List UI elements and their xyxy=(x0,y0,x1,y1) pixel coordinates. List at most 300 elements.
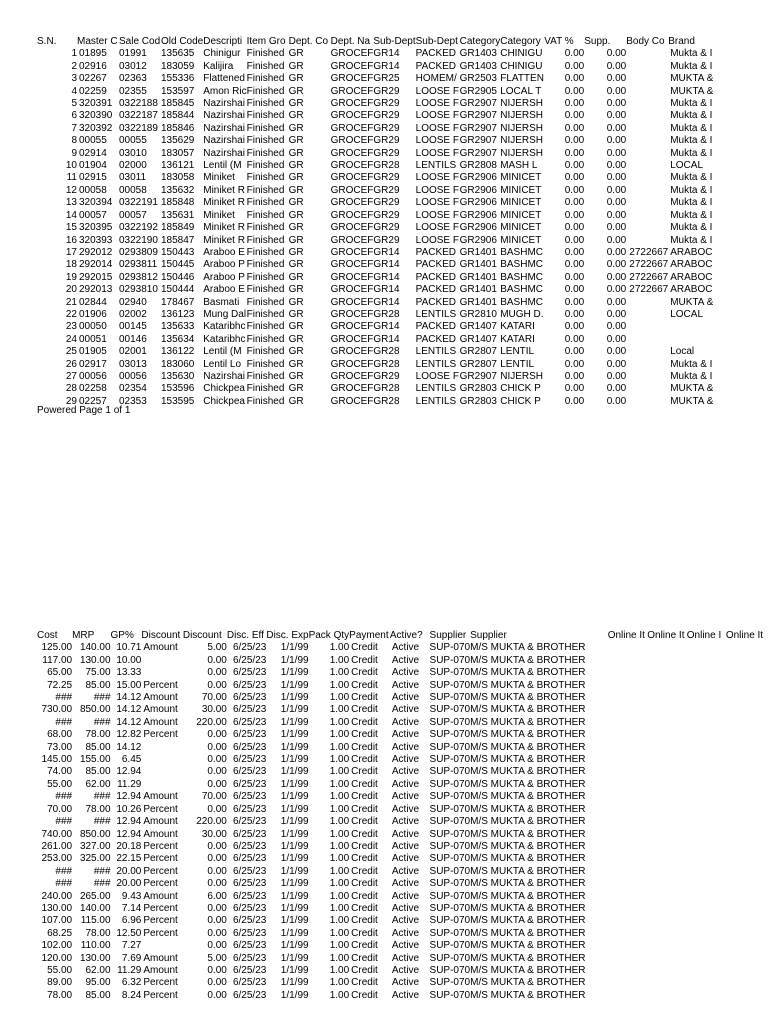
table-cell: 136123 xyxy=(161,308,195,320)
table-cell xyxy=(626,110,668,122)
table-cell: Active xyxy=(391,890,420,902)
table-cell: Active xyxy=(391,940,420,952)
table-cell: GR xyxy=(288,197,304,209)
table-cell: GROCEF xyxy=(330,308,374,320)
header-pack-qty: Pack Qty xyxy=(308,630,350,641)
table-cell: 03013 xyxy=(119,358,147,370)
table-cell: 0.00 xyxy=(606,48,627,60)
table-cell: 1/1/99 xyxy=(280,840,309,852)
table-cell: SUP-070 xyxy=(429,754,471,766)
table-cell: Nazirshai xyxy=(203,110,245,122)
header-old-code: Old Code xyxy=(161,36,204,47)
table-cell: Credit xyxy=(351,816,378,828)
table-cell: 185846 xyxy=(161,122,195,134)
table-cell: 15.00 xyxy=(116,679,142,691)
table-cell: Finished xyxy=(246,234,285,246)
table-cell: M/S MUKTA & BROTHER xyxy=(470,902,586,914)
table-cell: NIJERSH xyxy=(500,110,544,122)
table-cell: GR2906 xyxy=(459,184,497,196)
item-row xyxy=(37,371,713,383)
table-cell xyxy=(687,953,726,965)
table-cell: 1.00 xyxy=(329,816,350,828)
table-cell: 220.00 xyxy=(196,816,227,828)
table-cell: Nazirshai xyxy=(203,370,245,382)
table-cell: Percent xyxy=(143,878,178,890)
table-cell: GR29 xyxy=(373,172,400,184)
table-cell: 23 xyxy=(65,321,77,333)
table-cell: Basmati xyxy=(203,296,240,308)
table-cell: BASHMC xyxy=(500,271,544,283)
table-cell xyxy=(608,953,648,965)
table-cell: 0.00 xyxy=(564,147,585,159)
table-cell: SUP-070 xyxy=(429,964,471,976)
table-cell: SUP-070 xyxy=(429,878,471,890)
table-cell: SUP-070 xyxy=(429,989,471,1001)
table-cell: 12.94 xyxy=(116,828,142,840)
table-cell: M/S MUKTA & BROTHER xyxy=(470,667,586,679)
table-cell: 9 xyxy=(71,147,77,159)
table-cell: 0.00 xyxy=(207,803,227,815)
pricing-row xyxy=(37,791,768,803)
table-cell: 0.00 xyxy=(564,122,585,134)
table-cell xyxy=(687,704,726,716)
table-cell: 0.00 xyxy=(606,296,627,308)
table-cell: 6/25/23 xyxy=(232,667,267,679)
table-cell xyxy=(608,791,648,803)
table-cell: GR2906 xyxy=(459,197,497,209)
table-cell: Active xyxy=(391,902,420,914)
table-cell: Amon Ric xyxy=(203,85,247,97)
table-cell xyxy=(608,717,648,729)
table-cell: 0.00 xyxy=(207,989,227,1001)
table-cell: 1.00 xyxy=(329,679,350,691)
lower-table-body xyxy=(37,642,768,1002)
table-cell: 6/25/23 xyxy=(232,964,267,976)
table-cell: 01991 xyxy=(119,48,147,60)
table-cell: Mukta & I xyxy=(670,209,713,221)
table-cell: 13.33 xyxy=(116,667,142,679)
table-cell: Finished xyxy=(246,284,285,296)
table-cell: 1.00 xyxy=(329,729,350,741)
table-cell: GR29 xyxy=(373,234,400,246)
table-cell: 1.00 xyxy=(329,902,350,914)
table-cell: M/S MUKTA & BROTHER xyxy=(470,940,586,952)
header-supplier-code: Supplier xyxy=(429,630,467,641)
table-cell: 20.00 xyxy=(116,878,142,890)
table-cell xyxy=(626,371,668,383)
table-cell: GR2907 xyxy=(459,122,497,134)
table-cell: 14 xyxy=(65,209,77,221)
table-cell: 17 xyxy=(65,246,77,258)
table-cell: 02000 xyxy=(119,160,147,172)
table-cell: 6.96 xyxy=(121,915,142,927)
table-cell: 0.00 xyxy=(564,110,585,122)
table-cell: 110.00 xyxy=(80,940,111,952)
table-cell: 0.00 xyxy=(564,284,585,296)
table-cell: 327.00 xyxy=(79,840,111,852)
table-cell xyxy=(687,990,726,1002)
table-cell: SUP-070 xyxy=(429,704,471,716)
item-row xyxy=(37,284,713,296)
table-cell: Kataribhc xyxy=(203,333,246,345)
table-cell: M/S MUKTA & BROTHER xyxy=(470,754,586,766)
table-cell xyxy=(647,878,687,890)
table-cell: LENTILS xyxy=(415,346,457,358)
table-cell: Credit xyxy=(351,977,378,989)
table-cell: 13 xyxy=(65,197,77,209)
table-cell: 150443 xyxy=(161,246,195,258)
table-cell: GR xyxy=(288,135,304,147)
table-cell: M/S MUKTA & BROTHER xyxy=(470,679,586,691)
pricing-row xyxy=(37,704,768,716)
table-cell: Active xyxy=(391,964,420,976)
table-cell xyxy=(687,977,726,989)
table-cell: SUP-070 xyxy=(429,977,471,989)
item-row xyxy=(37,272,713,284)
table-cell: 1.00 xyxy=(329,989,350,1001)
table-cell: 68.25 xyxy=(47,927,73,939)
table-cell xyxy=(626,73,668,85)
table-cell: SUP-070 xyxy=(429,791,471,803)
table-cell: GROCEF xyxy=(330,346,374,358)
table-cell: M/S MUKTA & BROTHER xyxy=(470,927,586,939)
table-cell: 6/25/23 xyxy=(232,828,267,840)
table-cell: Finished xyxy=(246,122,285,134)
table-cell: GR29 xyxy=(373,370,400,382)
table-cell: 0.00 xyxy=(606,234,627,246)
header-discount-type: Discount xyxy=(141,630,181,641)
table-cell: LOOSE F xyxy=(415,370,459,382)
table-cell: 0.00 xyxy=(207,940,227,952)
table-cell: 30.00 xyxy=(201,704,227,716)
table-cell: Credit xyxy=(351,654,378,666)
table-cell: Active xyxy=(391,642,420,654)
table-cell: 6/25/23 xyxy=(232,654,267,666)
table-cell xyxy=(608,692,648,704)
table-cell: GR29 xyxy=(373,197,400,209)
table-cell: 150444 xyxy=(161,284,195,296)
table-cell: BASHMC xyxy=(500,259,544,271)
table-cell: GR xyxy=(288,308,304,320)
table-cell: GR xyxy=(288,346,304,358)
table-cell: 85.00 xyxy=(85,766,111,778)
table-cell: GROCEF xyxy=(330,333,374,345)
table-cell xyxy=(626,297,668,309)
table-cell xyxy=(647,717,687,729)
table-cell: M/S MUKTA & BROTHER xyxy=(470,654,586,666)
table-cell: 15 xyxy=(65,222,77,234)
table-cell: SUP-070 xyxy=(429,940,471,952)
table-cell: 0.00 xyxy=(207,964,227,976)
table-cell: 12 xyxy=(65,184,77,196)
table-cell: GR2907 xyxy=(459,135,497,147)
table-cell: 1.00 xyxy=(329,853,350,865)
table-cell xyxy=(687,928,726,940)
table-cell: 136122 xyxy=(161,346,195,358)
table-cell: Credit xyxy=(351,679,378,691)
table-cell: GR28 xyxy=(373,308,400,320)
upper-sheet xyxy=(0,36,768,408)
table-cell: 6/25/23 xyxy=(232,915,267,927)
table-cell: ### xyxy=(93,816,111,828)
table-cell: GR14 xyxy=(373,271,400,283)
table-cell: 153595 xyxy=(161,395,195,407)
table-cell: MINICET xyxy=(500,234,542,246)
table-cell: M/S MUKTA & BROTHER xyxy=(470,989,586,1001)
lower-sheet xyxy=(0,630,768,1002)
table-cell: 55.00 xyxy=(47,778,73,790)
table-cell xyxy=(141,655,182,667)
table-cell: 00056 xyxy=(119,370,147,382)
table-cell: Nazirshai xyxy=(203,122,245,134)
table-cell: 1/1/99 xyxy=(280,927,309,939)
table-cell: 70.00 xyxy=(201,692,227,704)
table-cell: GROCEF xyxy=(330,284,374,296)
table-cell xyxy=(626,309,668,321)
table-cell: GROCEF xyxy=(330,395,374,407)
table-cell: 3 xyxy=(71,73,77,85)
item-master-table xyxy=(37,36,713,408)
table-cell: Miniket R xyxy=(203,197,245,209)
table-cell: 0.00 xyxy=(564,98,585,110)
table-cell: 01905 xyxy=(79,346,107,358)
table-cell: 03010 xyxy=(119,147,147,159)
table-cell: MUGH D. xyxy=(500,308,544,320)
table-cell: 0.00 xyxy=(606,73,627,85)
table-cell: 27 xyxy=(65,370,77,382)
table-cell: SUP-070 xyxy=(429,654,471,666)
table-cell: Finished xyxy=(246,48,285,60)
table-cell: M/S MUKTA & BROTHER xyxy=(470,964,586,976)
table-cell: 0.00 xyxy=(564,395,585,407)
table-cell: LOOSE F xyxy=(415,234,459,246)
table-cell: GROCEF xyxy=(330,135,374,147)
table-cell xyxy=(608,642,648,654)
table-cell: 130.00 xyxy=(79,952,111,964)
table-cell: 02940 xyxy=(119,296,147,308)
table-cell: 70.00 xyxy=(201,791,227,803)
table-cell: Kalijira xyxy=(203,60,234,72)
table-cell xyxy=(687,853,726,865)
table-cell: 0.00 xyxy=(564,370,585,382)
table-cell: 1/1/99 xyxy=(280,989,309,1001)
table-cell xyxy=(626,383,668,395)
table-cell: M/S MUKTA & BROTHER xyxy=(470,890,586,902)
table-cell: 0322188 xyxy=(119,98,158,110)
table-cell: 153597 xyxy=(161,85,195,97)
table-cell: LENTILS xyxy=(415,395,457,407)
table-cell: Active xyxy=(391,791,420,803)
table-cell xyxy=(687,667,726,679)
table-cell: 6.00 xyxy=(207,890,227,902)
table-cell: 1/1/99 xyxy=(280,853,309,865)
table-cell xyxy=(647,642,687,654)
table-cell: Nazirshai xyxy=(203,135,245,147)
pricing-row xyxy=(37,928,768,940)
table-cell: 02001 xyxy=(119,346,147,358)
table-cell: GR2906 xyxy=(459,222,497,234)
table-cell: GR xyxy=(288,370,304,382)
table-cell xyxy=(626,222,668,234)
table-cell: 0.00 xyxy=(606,358,627,370)
table-cell: 0.00 xyxy=(564,246,585,258)
table-cell: 1.00 xyxy=(329,716,350,728)
table-cell: 14.12 xyxy=(116,716,142,728)
table-cell: 320395 xyxy=(79,222,113,234)
table-cell: LOOSE F xyxy=(415,85,459,97)
pricing-row xyxy=(37,977,768,989)
table-cell: MUKTA & xyxy=(670,383,714,395)
table-cell: 02917 xyxy=(79,358,107,370)
table-cell: 1.00 xyxy=(329,778,350,790)
table-cell: GR1401 xyxy=(459,246,497,258)
table-cell: Mukta & I xyxy=(670,370,713,382)
table-cell: 0.00 xyxy=(606,60,627,72)
table-cell: Mukta & I xyxy=(670,358,713,370)
table-cell xyxy=(687,965,726,977)
table-cell: M/S MUKTA & BROTHER xyxy=(470,716,586,728)
table-cell xyxy=(687,717,726,729)
table-cell: Credit xyxy=(351,754,378,766)
table-cell: 6/25/23 xyxy=(232,729,267,741)
table-cell: Credit xyxy=(351,940,378,952)
table-cell: GROCEF xyxy=(330,259,374,271)
table-cell: 0.00 xyxy=(207,902,227,914)
table-cell: 85.00 xyxy=(85,741,111,753)
table-cell xyxy=(647,841,687,853)
table-cell: 10.00 xyxy=(116,654,142,666)
table-cell: 1/1/99 xyxy=(280,865,309,877)
table-cell xyxy=(608,804,648,816)
table-cell: 21 xyxy=(65,296,77,308)
table-cell: 0322187 xyxy=(119,110,158,122)
pricing-row xyxy=(37,766,768,778)
table-cell: SUP-070 xyxy=(429,828,471,840)
table-cell: SUP-070 xyxy=(429,803,471,815)
table-cell: 6/25/23 xyxy=(232,977,267,989)
table-cell: Finished xyxy=(246,85,285,97)
table-cell xyxy=(608,829,648,841)
table-cell: GR28 xyxy=(373,346,400,358)
table-cell: 6 xyxy=(71,110,77,122)
table-cell: GR1401 xyxy=(459,284,497,296)
item-row xyxy=(37,235,713,247)
table-cell: M/S MUKTA & BROTHER xyxy=(470,840,586,852)
table-cell: Finished xyxy=(246,184,285,196)
table-cell: Active xyxy=(391,840,420,852)
table-cell: GR1401 xyxy=(459,296,497,308)
table-cell: GR xyxy=(288,73,304,85)
table-cell xyxy=(608,729,648,741)
table-cell: Mukta & I xyxy=(670,184,713,196)
table-cell: 02267 xyxy=(79,73,107,85)
table-cell: GR xyxy=(288,234,304,246)
table-cell: GR2803 xyxy=(459,383,497,395)
table-cell: 0.00 xyxy=(207,878,227,890)
table-cell xyxy=(687,791,726,803)
table-cell: 02002 xyxy=(119,308,147,320)
table-cell xyxy=(608,903,648,915)
table-cell xyxy=(726,965,768,977)
table-cell: Finished xyxy=(246,73,285,85)
table-cell: Finished xyxy=(246,358,285,370)
table-cell xyxy=(726,990,768,1002)
table-cell: 1/1/99 xyxy=(280,692,309,704)
table-cell: 0.00 xyxy=(606,209,627,221)
table-cell: LENTIL xyxy=(500,358,535,370)
item-row xyxy=(37,334,713,346)
table-cell: 292012 xyxy=(79,246,113,258)
table-cell: GROCEF xyxy=(330,358,374,370)
table-cell: BASHMC xyxy=(500,284,544,296)
table-cell xyxy=(726,717,768,729)
table-cell: 2722667 xyxy=(629,259,669,271)
table-cell: GR xyxy=(288,222,304,234)
table-cell: Amount xyxy=(143,791,178,803)
table-cell: GR2907 xyxy=(459,110,497,122)
table-cell: Active xyxy=(391,729,420,741)
table-cell: 12.94 xyxy=(116,791,142,803)
table-cell: 30.00 xyxy=(201,828,227,840)
table-cell: MUKTA & xyxy=(670,85,714,97)
table-cell: 6/25/23 xyxy=(232,878,267,890)
table-cell: 0.00 xyxy=(207,754,227,766)
table-cell: GR2807 xyxy=(459,358,497,370)
table-cell: GR14 xyxy=(373,284,400,296)
table-cell xyxy=(687,940,726,952)
table-cell: 1/1/99 xyxy=(280,878,309,890)
table-cell: 145.00 xyxy=(41,754,73,766)
table-cell: Active xyxy=(391,828,420,840)
header-discount-value: Discount xyxy=(182,630,222,641)
item-row xyxy=(37,98,713,110)
table-cell: ### xyxy=(93,692,111,704)
table-cell: Credit xyxy=(351,828,378,840)
table-cell: Araboo P xyxy=(203,271,245,283)
pricing-row xyxy=(37,804,768,816)
table-cell: MINICET xyxy=(500,172,542,184)
pricing-row xyxy=(37,990,768,1002)
table-cell xyxy=(647,655,687,667)
table-cell: SUP-070 xyxy=(429,729,471,741)
table-cell: Nazirshai xyxy=(203,147,245,159)
table-cell: Finished xyxy=(246,246,285,258)
table-cell xyxy=(647,866,687,878)
table-cell xyxy=(726,903,768,915)
table-cell: 1.00 xyxy=(329,642,350,654)
table-cell xyxy=(726,680,768,692)
table-cell xyxy=(608,866,648,878)
table-cell: 02257 xyxy=(79,395,107,407)
table-cell: PACKED xyxy=(415,284,457,296)
table-cell: GR xyxy=(288,296,304,308)
table-cell: 6.45 xyxy=(121,754,142,766)
table-cell: Chickpea xyxy=(203,383,245,395)
table-cell: 0.00 xyxy=(564,222,585,234)
table-cell: 240.00 xyxy=(41,890,73,902)
table-cell: GROCEF xyxy=(330,197,374,209)
table-cell: GROCEF xyxy=(330,222,374,234)
table-cell: 1/1/99 xyxy=(280,940,309,952)
table-cell: MASH L xyxy=(500,160,538,172)
table-cell xyxy=(647,816,687,828)
table-cell: 0293810 xyxy=(119,284,158,296)
table-cell: 6/25/23 xyxy=(232,704,267,716)
table-cell: 02258 xyxy=(79,383,107,395)
table-cell: 85.00 xyxy=(85,679,111,691)
table-cell: 0.00 xyxy=(564,160,585,172)
table-cell: GR2810 xyxy=(459,308,497,320)
